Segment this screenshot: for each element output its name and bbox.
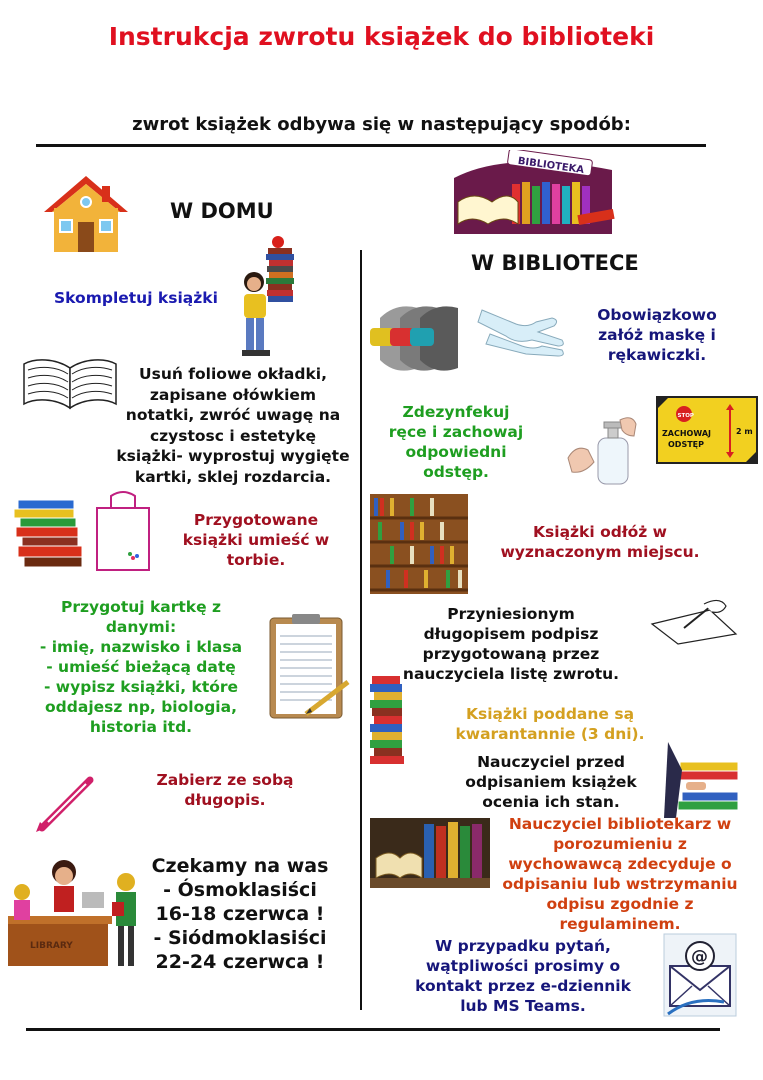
email-envelope-icon [662, 932, 738, 1018]
pen-icon [34, 772, 98, 834]
gloves-icon [476, 300, 568, 360]
library-step-5: Książki poddane są kwarantannie (3 dni). [455, 705, 645, 743]
hand-sanitizer-icon [564, 414, 648, 490]
stacked-books-icon [368, 674, 408, 768]
bottom-divider [26, 1028, 720, 1031]
library-step-7: Nauczyciel bibliotekarz w porozumieniu z wychowawcą zdecyduje o odpisaniu lub wstrzymaniu odpisu zgodnie z regulaminem. [502, 815, 738, 933]
top-divider [36, 144, 706, 147]
house-icon [40, 172, 132, 254]
desk-label: LIBRARY [30, 941, 73, 951]
home-step-2: Usuń foliowe okładki, zapisane ołówkiem notatki, zwróć uwagę na czystosc i estetykę książki- wyprostuj wygięte kartki, sklej rozdarcia. [116, 365, 350, 486]
home-step-4: Przygotuj kartkę z danymi: - imię, nazwisko i klasa - umieść bieżącą datę - wypisz książki, które oddajesz np, biologia, historia itd. [39, 598, 243, 736]
home-step-1: Skompletuj książki [54, 289, 218, 307]
page-title: Instrukcja zwrotu książek do biblioteki [108, 22, 655, 51]
book-stack-icon [12, 496, 88, 572]
books-on-shelf-icon [370, 818, 490, 888]
library-step-6: Nauczyciel przed odpisaniem książek ocenia ich stan. [465, 753, 637, 811]
library-desk-illustration [8, 856, 144, 972]
distance-line-1: ZACHOWAJ [662, 429, 711, 438]
teacher-books-icon [662, 740, 742, 820]
bag-icon [93, 488, 153, 574]
library-step-3: Książki odłóż w wyznaczonym miejscu. [500, 523, 700, 561]
home-step-5: Zabierz ze sobą długopis. [156, 771, 294, 809]
contact-note: W przypadku pytań, wątpliwości prosimy o kontakt przez e-dziennik lub MS Teams. [415, 937, 631, 1015]
stop-label: STOP [677, 413, 694, 419]
library-step-1: Obowiązkowo załóż maskę i rękawiczki. [597, 306, 717, 364]
bookshelf-icon [370, 494, 468, 594]
kid-with-books-icon [232, 234, 302, 358]
distance-line-2: ODSTĘP [668, 440, 704, 449]
page-subtitle: zwrot książek odbywa się w następujący spodób: [132, 114, 631, 135]
closing-note: Czekamy na was - Ósmoklasiści 16-18 czerwca ! - Siódmoklasiści 22-24 czerwca ! [151, 855, 329, 973]
distance-sign [656, 396, 758, 464]
distance-meters: 2 m [736, 427, 753, 436]
svg-text:@: @ [691, 947, 708, 967]
home-step-3: Przygotowane książki umieść w torbie. [182, 511, 330, 569]
library-shelf-icon [448, 150, 620, 236]
library-sign-text: BIBLIOTEKA [517, 155, 585, 177]
masks-icon [366, 298, 470, 380]
home-heading: W DOMU [170, 199, 274, 223]
signing-hand-icon [650, 596, 738, 646]
library-heading: W BIBLIOTECE [471, 251, 639, 275]
library-step-2: Zdezynfekuj ręce i zachowaj odpowiedni odstęp. [388, 403, 524, 481]
clipboard-icon [266, 612, 352, 724]
library-step-4: Przyniesionym długopisem podpisz przygotowaną przez nauczyciela listę zwrotu. [402, 605, 620, 683]
